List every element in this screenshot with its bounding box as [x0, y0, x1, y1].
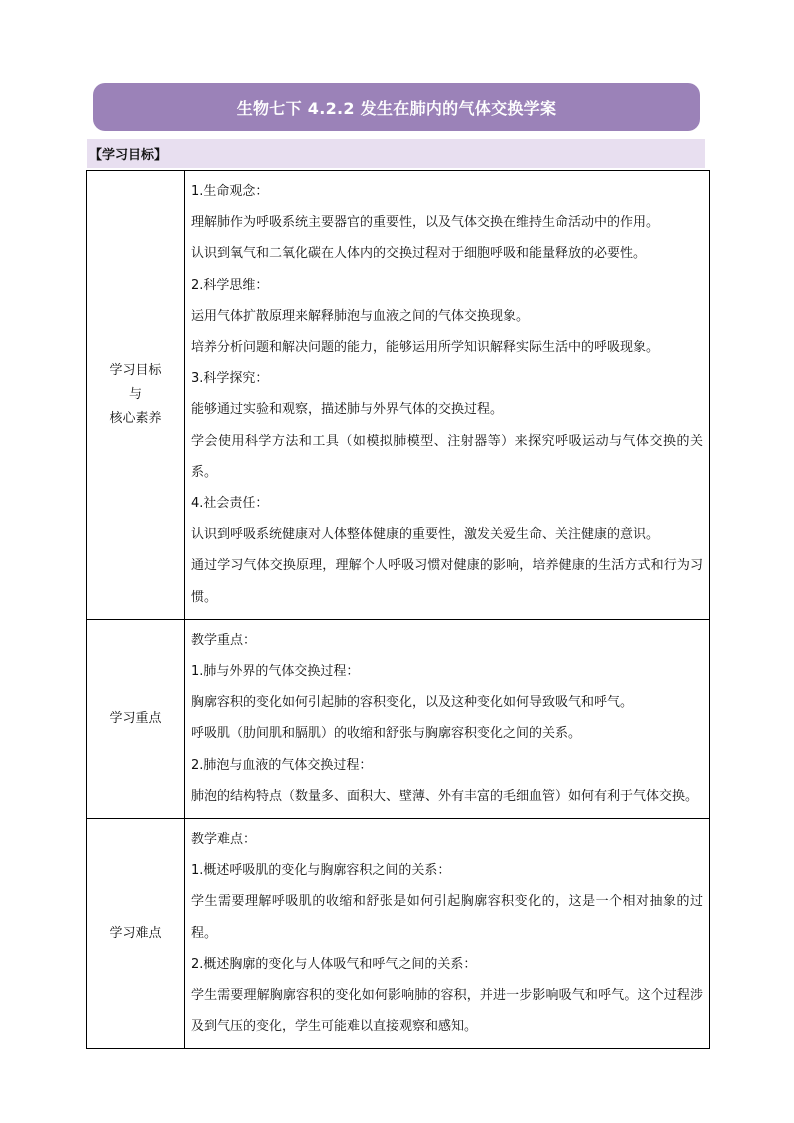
content-line: 1.肺与外界的气体交换过程：: [191, 664, 360, 680]
row-label-line: 学习难点: [109, 925, 162, 941]
row-content: [185, 171, 710, 620]
content-line: 学生需要理解呼吸肌的收缩和舒张是如何引起胸廓容积变化的，这是一个相对抽象的过程。: [191, 894, 703, 941]
row-label-line: 学习重点: [109, 710, 162, 726]
row-label: [87, 619, 185, 818]
content-line: 胸廓容积的变化如何引起肺的容积变化，以及这种变化如何导致吸气和呼气。: [191, 695, 634, 711]
content-line: 1.生命观念：: [191, 184, 269, 199]
table-row-core-literacy: [87, 171, 710, 620]
content-line: 2.肺泡与血液的气体交换过程：: [191, 757, 373, 773]
content-line: 3.科学探究：: [191, 371, 269, 387]
content-line: 呼吸肌（肋间肌和膈肌）的收缩和舒张与胸廓容积变化之间的关系。: [191, 726, 582, 742]
row-content: [185, 619, 710, 818]
content-line: 教学重点：: [191, 632, 257, 648]
content-line: 通过学习气体交换原理，理解个人呼吸习惯对健康的影响，培养健康的生活方式和行为习惯。: [191, 558, 703, 605]
row-label-line: 学习目标: [109, 362, 162, 378]
content-line: 教学难点：: [191, 832, 257, 848]
row-label-line: 与: [128, 386, 142, 402]
content-line: 运用气体扩散原理来解释肺泡与血液之间的气体交换现象。: [191, 308, 530, 324]
content-line: 能够通过实验和观察，描述肺与外界气体的交换过程。: [191, 402, 504, 418]
document-title: 生物七下 4.2.2 发生在肺内的气体交换学案: [93, 83, 700, 131]
table-row-difficulties: [87, 819, 710, 1049]
row-label: [87, 819, 185, 1049]
content-line: 认识到呼吸系统健康对人体整体健康的重要性，激发关爱生命、关注健康的意识。: [191, 527, 660, 543]
row-content: [185, 819, 710, 1049]
content-line: 培养分析问题和解决问题的能力，能够运用所学知识解释实际生活中的呼吸现象。: [191, 340, 660, 356]
goals-table: [86, 170, 710, 1049]
section-heading: 【学习目标】: [87, 139, 705, 168]
content-line: 学会使用科学方法和工具（如模拟肺模型、注射器等）来探究呼吸运动与气体交换的关系。: [191, 433, 703, 480]
row-label-line: 核心素养: [109, 410, 162, 426]
content-line: 认识到氧气和二氧化碳在人体内的交换过程对于细胞呼吸和能量释放的必要性。: [191, 246, 647, 262]
content-line: 1.概述呼吸肌的变化与胸廓容积之间的关系：: [191, 863, 451, 879]
content-line: 学生需要理解胸廓容积的变化如何影响肺的容积，并进一步影响吸气和呼气。这个过程涉及到气压的变化，学生可能难以直接观察和感知。: [191, 988, 703, 1035]
content-line: 肺泡的结构特点（数量多、面积大、壁薄、外有丰富的毛细血管）如何有利于气体交换。: [191, 788, 699, 804]
content-line: 理解肺作为呼吸系统主要器官的重要性，以及气体交换在维持生命活动中的作用。: [191, 215, 660, 231]
content-line: 2.科学思维：: [191, 277, 269, 293]
row-label: [87, 171, 185, 620]
content-line: 4.社会责任：: [191, 496, 269, 512]
content-line: 2.概述胸廓的变化与人体吸气和呼气之间的关系：: [191, 956, 477, 972]
table-row-key-points: [87, 619, 710, 818]
